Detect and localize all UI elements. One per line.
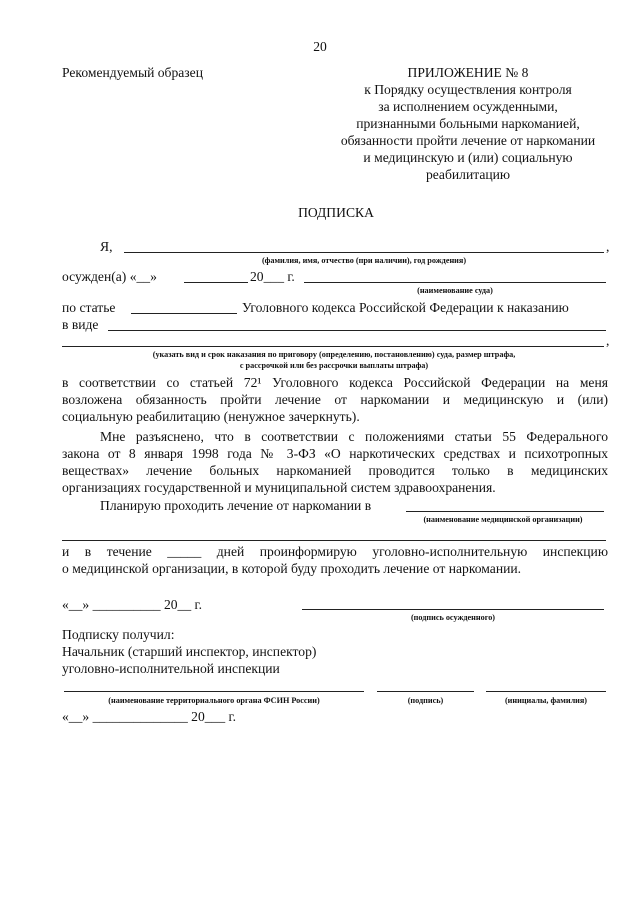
court-caption: (наименование суда) [417, 286, 493, 295]
received-line: уголовно-исполнительной инспекции [62, 661, 280, 676]
paragraph-line: возложена обязанность пройти лечение от наркомании и медицинскую и (или) [62, 392, 608, 407]
convicted-signature-caption: (подпись осужденного) [410, 613, 496, 622]
fsin-field[interactable] [64, 691, 364, 692]
appendix-block [310, 64, 626, 183]
page-number: 20 [313, 39, 327, 54]
in-form-label: в виде [62, 317, 99, 332]
fsin-caption: (наименование территориального органа ФСИН России) [108, 696, 320, 705]
punishment-field-1[interactable] [108, 330, 606, 331]
appendix-line: признанными больными наркоманией, [356, 116, 580, 131]
document-title: ПОДПИСКА [298, 205, 374, 220]
date-field-2[interactable]: «__» ______________ 20___ г. [62, 709, 236, 724]
appendix-line: и медицинскую и (или) социальную [363, 150, 573, 165]
convicted-label: осужден(а) «__» [62, 269, 157, 284]
convicted-year: 20___ г. [250, 269, 295, 284]
punishment-caption-2: с рассрочкой или без рассрочки выплаты штрафа) [239, 361, 429, 370]
received-line: Подписку получил: [62, 627, 175, 642]
paragraph-line: организациях государственной и муниципальной систем здравоохранения. [62, 480, 496, 495]
med-org-caption: (наименование медицинской организации) [423, 515, 583, 524]
convicted-signature-field[interactable] [302, 609, 604, 610]
fio-field[interactable] [124, 252, 604, 253]
paragraph-line: веществах» лечение больных наркоманией проводится только в медицинских [62, 463, 608, 478]
article-label: по статье [62, 300, 116, 315]
med-org-field-1[interactable] [406, 511, 604, 512]
date-field-1[interactable]: «__» __________ 20__ г. [62, 597, 202, 612]
appendix-line: реабилитацию [425, 167, 511, 182]
comma: , [606, 239, 610, 254]
paragraph-line: закона от 8 января 1998 года № 3-ФЗ «О наркотических средствах и психотропных [62, 446, 608, 461]
recommended-sample-label: Рекомендуемый образец [62, 65, 203, 80]
med-org-field-2[interactable] [62, 540, 606, 541]
initials-field[interactable] [486, 691, 606, 692]
during-line: и в течение _____ дней проинформирую уголовно-исполнительную инспекцию [62, 544, 608, 559]
court-field[interactable] [304, 282, 606, 283]
during-last-line: о медицинской организации, в которой буду проходить лечение от наркомании. [62, 561, 522, 576]
article-field[interactable] [131, 313, 237, 314]
paragraph-line: в соответствии со статьей 72¹ Уголовного кодекса Российской Федерации на меня [62, 375, 608, 390]
plan-label: Планирую проходить лечение от наркомании в [100, 498, 372, 513]
ya-label: Я, [100, 239, 113, 254]
article-text: Уголовного кодекса Российской Федерации к наказанию [242, 300, 569, 315]
received-line: Начальник (старший инспектор, инспектор) [62, 644, 317, 659]
appendix-line: к Порядку осуществления контроля [364, 82, 572, 97]
paragraph-line: Мне разъяснено, что в соответствии с положениями статьи 55 Федерального [100, 429, 608, 444]
signature-field[interactable] [377, 691, 474, 692]
signature-caption: (подпись) [407, 696, 444, 705]
punishment-caption-1: (указать вид и срок наказания по приговору (определению, постановлению) суда, размер штрафа, [152, 350, 516, 359]
initials-caption: (инициалы, фамилия) [504, 696, 588, 705]
punishment-field-2[interactable] [62, 346, 604, 347]
fio-caption: (фамилия, имя, отчество (при наличии), год рождения) [261, 256, 467, 265]
appendix-line: обязанности пройти лечение от наркомании [340, 133, 596, 148]
convicted-month-field[interactable] [184, 282, 248, 283]
appendix-title: ПРИЛОЖЕНИЕ № 8 [407, 65, 529, 80]
appendix-line: за исполнением осужденными, [378, 99, 558, 114]
paragraph-line: социальную реабилитацию (ненужное зачеркнуть). [62, 409, 360, 424]
comma: , [606, 333, 610, 348]
